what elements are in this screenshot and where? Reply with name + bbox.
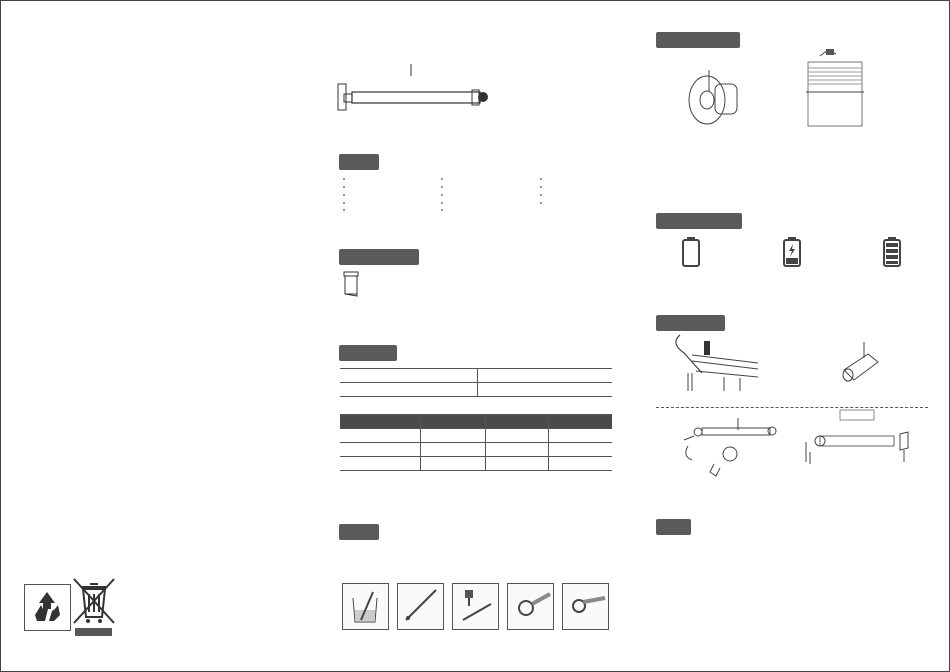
bracket-assembly-drawing bbox=[800, 408, 916, 478]
battery-full-icon bbox=[882, 236, 902, 268]
section-header-usage bbox=[339, 524, 379, 540]
recycle-icon bbox=[24, 584, 71, 631]
usage-impact-icon bbox=[507, 583, 554, 630]
crossed-bin-icon bbox=[72, 577, 116, 629]
disposal-bar bbox=[75, 628, 112, 636]
tube-motor-drawing bbox=[336, 62, 496, 114]
usage-water-icon bbox=[342, 583, 389, 630]
roller-blind-drawing bbox=[806, 48, 866, 128]
motor-head-drawing bbox=[685, 68, 745, 130]
blind-icon bbox=[340, 270, 362, 298]
section-header-battery bbox=[656, 213, 742, 229]
battery-charging-icon bbox=[782, 236, 802, 268]
tube-assembly-drawing bbox=[680, 416, 780, 480]
section-header-specs bbox=[339, 345, 397, 361]
section-header-notes bbox=[656, 519, 691, 535]
installation-drawing-1 bbox=[666, 333, 758, 393]
section-header-installation bbox=[656, 315, 725, 331]
model-table bbox=[340, 414, 612, 471]
usage-correct-icon bbox=[562, 583, 609, 630]
spec-table bbox=[340, 368, 612, 397]
usage-drill-icon bbox=[397, 583, 444, 630]
usage-hammer-icon bbox=[452, 583, 499, 630]
section-header-overview bbox=[656, 32, 740, 48]
section-header-dimensions bbox=[339, 249, 419, 265]
tube-end-drawing bbox=[838, 340, 880, 388]
section-header-contents bbox=[339, 154, 379, 170]
battery-empty-icon bbox=[681, 236, 701, 268]
